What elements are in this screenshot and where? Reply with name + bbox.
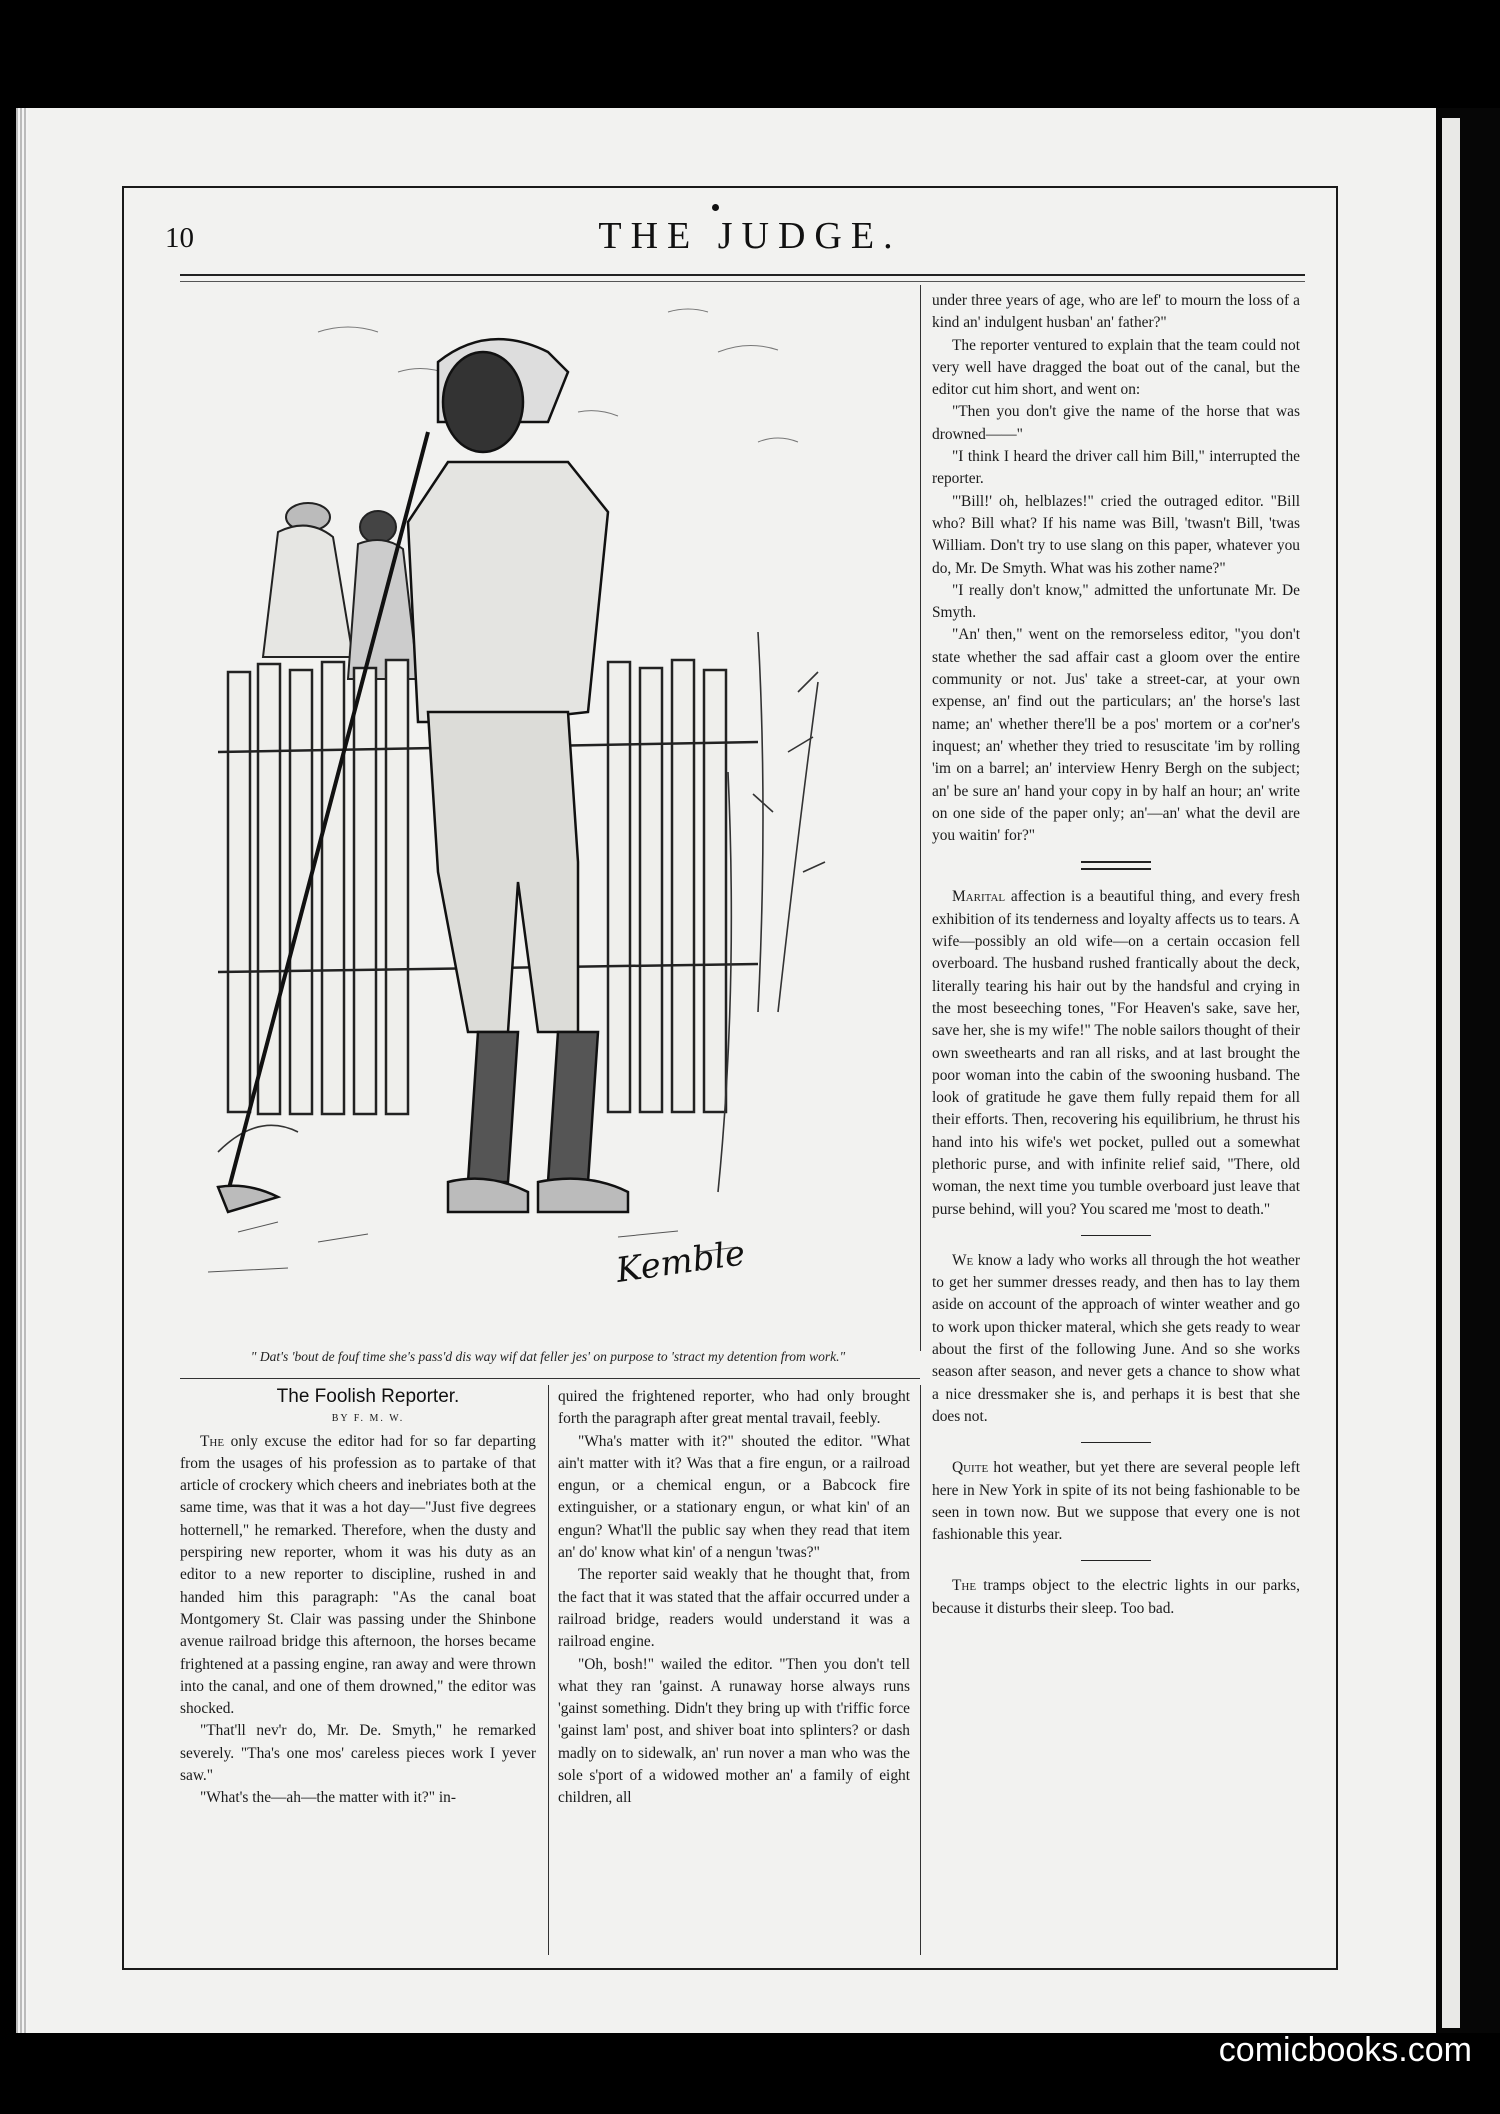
next-page-edge [1442, 118, 1460, 2028]
column-divider [920, 1385, 921, 1955]
article-column-3 [932, 290, 1300, 1620]
article-paragraph: "What's the—ah—the matter with it?" in- [200, 1789, 456, 1807]
masthead-rule-thin [180, 281, 1305, 282]
strolling-couple [263, 503, 418, 679]
article-paragraph: "That'll nev'r do, Mr. De. Smyth," he remarked severely. "Tha's one mos' careless pieces work I yever saw." [180, 1722, 536, 1785]
article-column-2 [558, 1386, 910, 1810]
illustration-column-divider [920, 285, 921, 1351]
section-divider [1081, 861, 1151, 870]
site-watermark: comicbooks.com [1218, 2031, 1472, 2069]
article-paragraph: "I really don't know," admitted the unfortunate Mr. De Smyth. [932, 581, 1300, 622]
article-column-1 [180, 1386, 536, 1810]
item-divider [1081, 1235, 1151, 1236]
article-paragraph: "Oh, bosh!" wailed the editor. "Then you don't tell what they ran 'gainst. A runaway horse always runs 'gainst something. Didn't they bring up with t'riffic force 'gainst lam' post, and shiver boat into splinters? or dash madly on to sidewalk, an' run nover a man who was the sole s'port of a widowed mother an' a family of eight children, all [558, 1655, 910, 1807]
item-paragraph: The tramps object to the electric lights in our parks, because it disturbs their sleep. Too bad. [932, 1577, 1300, 1617]
article-paragraph: "An' then," went on the remorseless editor, "you don't state whether the sad affair cast a gloom over the entire community or not. Jus' take a street-car, at your own expense, an' find out the particulars; an' the horse's last name; an' whether there'll be a pos' mortem or a cor'ner's inquest; an' whether they tried to resuscitate 'im by rolling 'im on a barrel; an' interview Henry Bergh on the subject; an' be sure an' hand your copy in by half an hour; an' write on one side of the paper only; an'—an' what the devil are you waitin' for?" [932, 626, 1300, 845]
item-paragraph: We know a lady who works all through the hot weather to get her summer dresses ready, and then has to lay them aside on account of the approach of winter weather and go to work upon thicker materal, which she gets ready to wear about the first of the following June. And so she works season after season, and never gets a chance to show what a nice dressmaker she is, and perhaps it is best that she does not. [932, 1251, 1300, 1425]
artist-signature: Kemble [613, 1233, 748, 1291]
masthead-rule [180, 274, 1305, 276]
illustration-caption: " Dat's 'bout de fouf time she's pass'd dis way wif dat feller jes' on purpose to 'stract my detention from work." [250, 1349, 846, 1364]
article-paragraph: "I think I heard the driver call him Bill," interrupted the reporter. [932, 448, 1300, 488]
article-paragraph: The reporter ventured to explain that the team could not very well have dragged the boat out of the canal, but the editor cut him short, and went on: [932, 336, 1300, 399]
article-title: The Foolish Reporter. [276, 1386, 460, 1407]
article-paragraph: "Wha's matter with it?" shouted the editor. "What ain't matter with it? Was that a fire engun, or a railroad engun, or a chemical engun, or a Babcock fire extinguisher, or a stationary engun, or what kin' of an engun? What'll the public say when they read that item an' do' know what kin' of a nengun 'twas?" [558, 1432, 910, 1562]
engraving-illustration [198, 292, 898, 1338]
item-paragraph: Quite hot weather, but yet there are several people left here in New York in spite of its not being fashionable to be seen in town now. But we suppose that every one is not fashionable this year. [932, 1459, 1300, 1544]
item-divider [1081, 1442, 1151, 1443]
masthead-title: THE JUDGE. [598, 215, 902, 257]
page-number: 10 [165, 222, 194, 254]
article-paragraph: under three years of age, who are lef' to mourn the loss of a kind an' indulgent husban' an' father?" [932, 292, 1300, 332]
item-paragraph: Marital affection is a beautiful thing, and every fresh exhibition of its tenderness and loyalty affects us to tears. A wife—possibly an old wife—on a certain occasion fell overboard. The husband rushed frantically about the deck, literally tearing his hair out by the handsful and crying in the most beseeching tones, "For Heaven's sake, save her, save her, she is my wife!" The noble sailors thought of their own sweethearts and ran all risks, and at last brought the poor woman into the cabin of the swooning husband. The look of gratitude he gave them fully repaid them for all their efforts. Then, recovering his equilibrium, he thrust his hand into his wife's wet pocket, pulled out a somewhat plethoric purse, and with infinite relief said, "There, old woman, the next time you tumble overboard just leave that purse behind, will you? You scared me 'most to death." [932, 888, 1300, 1218]
masthead-ornament [712, 204, 719, 211]
article-byline: BY F. M. W. [331, 1413, 405, 1425]
article-paragraph: "'Bill!' oh, helblazes!" cried the outraged editor. "Bill who? Bill what? If his name was Bill, 'twasn't Bill, 'twas William. Don't try to use slang on this paper, whatever you do, Mr. De Smyth. What was his zother name?" [932, 492, 1300, 577]
item-divider [1081, 1560, 1151, 1561]
article-paragraph: quired the frightened reporter, who had only brought forth the paragraph after great mental travail, feebly. [558, 1388, 910, 1428]
column-divider [548, 1385, 549, 1955]
article-paragraph: The only excuse the editor had for so far departing from the usages of his profession as to partake of that article of crockery which cheers and inebriates both at the same time, was that it was a hot day—"Just five degrees hotternell," he remarked. Therefore, when the dusty and perspiring new reporter, whom it was his duty as an editor to a new reporter to discipline, rushed in and handed him this paragraph: "As the canal boat Montgomery St. Clair was passing under the Shinbone avenue railroad bridge this afternoon, the horses became frightened at a passing engine, ran away and were thrown into the canal, and one of them drowned," the editor was shocked. [180, 1432, 536, 1718]
caption-rule [180, 1378, 920, 1379]
article-paragraph: The reporter said weakly that he thought that, from the fact that it was stated that the affair occurred under a railroad bridge, readers would understand it was a railroad engine. [558, 1566, 910, 1651]
article-paragraph: "Then you don't give the name of the horse that was drowned——" [932, 403, 1300, 443]
